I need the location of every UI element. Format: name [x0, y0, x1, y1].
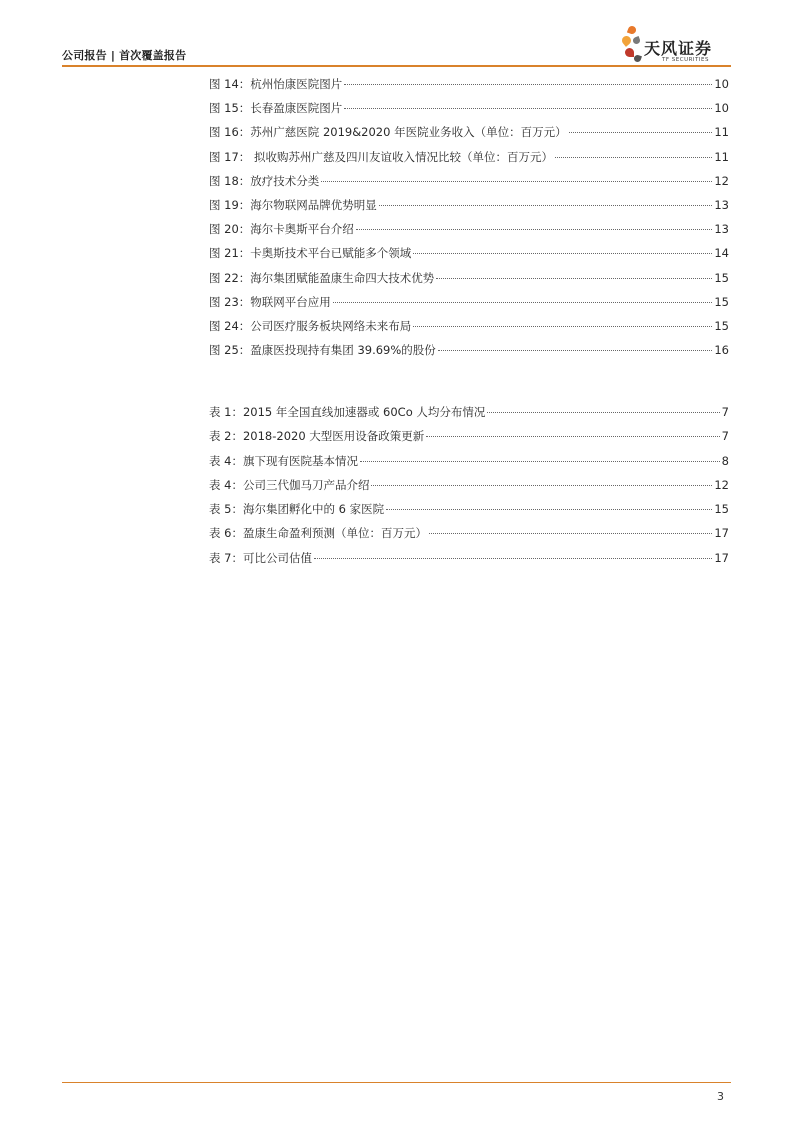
dot-leader — [429, 532, 712, 534]
dot-leader — [413, 252, 712, 254]
dot-leader — [314, 557, 712, 559]
entry-page-number: 11 — [714, 125, 729, 140]
figure-index-entry[interactable] — [209, 149, 729, 173]
figure-index-entry[interactable] — [209, 245, 729, 269]
entry-title: 图 21：卡奥斯技术平台已赋能多个领域 — [209, 246, 412, 261]
dot-leader — [333, 301, 713, 303]
entry-title: 图 18：放疗技术分类 — [209, 173, 320, 188]
entry-title: 图 23：物联网平台应用 — [209, 294, 331, 309]
entry-title: 表 4：公司三代伽马刀产品介绍 — [209, 477, 370, 492]
entry-page-number: 17 — [714, 550, 729, 565]
logo-english-text: TF SECURITIES — [662, 57, 709, 63]
page-number: 3 — [717, 1090, 724, 1103]
entry-page-number: 11 — [714, 149, 729, 164]
entry-page-number: 13 — [714, 197, 729, 212]
entry-title: 图 17： 拟收购苏州广慈及四川友谊收入情况比较（单位：百万元） — [209, 149, 553, 164]
figure-index-entry[interactable] — [209, 124, 729, 148]
figure-index-entry[interactable] — [209, 318, 729, 342]
entry-page-number: 10 — [714, 77, 729, 91]
dot-leader — [487, 411, 719, 413]
table-index-entry[interactable] — [209, 501, 729, 525]
dot-leader — [436, 277, 712, 279]
dot-leader — [356, 228, 713, 230]
dot-leader — [555, 156, 712, 158]
entry-title: 表 1：2015 年全国直线加速器或 60Co 人均分布情况 — [209, 405, 486, 419]
entry-title: 图 16：苏州广慈医院 2019&2020 年医院业务收入（单位：百万元） — [209, 125, 567, 140]
dot-leader — [413, 325, 712, 327]
dot-leader — [438, 349, 713, 351]
entry-page-number: 8 — [721, 453, 729, 468]
entry-page-number: 12 — [714, 173, 729, 188]
figure-index-entry[interactable] — [209, 173, 729, 197]
entry-page-number: 10 — [714, 101, 729, 116]
dot-leader — [344, 83, 712, 85]
entry-page-number: 15 — [714, 294, 729, 309]
dot-leader — [360, 460, 720, 462]
entry-title: 图 14：杭州怡康医院图片 — [209, 77, 343, 91]
entry-title: 图 24：公司医疗服务板块网络未来布局 — [209, 318, 412, 333]
dot-leader — [426, 435, 719, 437]
figure-index-entry[interactable] — [209, 100, 729, 124]
figure-index-entry[interactable] — [209, 294, 729, 318]
entry-title: 图 15：长春盈康医院图片 — [209, 101, 343, 116]
dot-leader — [344, 107, 712, 109]
logo-chinese-text: 天风证券 — [644, 39, 713, 58]
entry-page-number: 12 — [714, 477, 729, 492]
figure-index-entry[interactable] — [209, 221, 729, 245]
dot-leader — [321, 180, 712, 182]
table-index-entry[interactable] — [209, 525, 729, 549]
table-index-entry[interactable] — [209, 428, 729, 452]
entry-page-number: 14 — [714, 246, 729, 261]
entry-title: 表 6：盈康生命盈利预测（单位：百万元） — [209, 526, 427, 541]
entry-page-number: 15 — [714, 318, 729, 333]
entry-title: 表 4：旗下现有医院基本情况 — [209, 453, 358, 468]
entry-title: 图 25：盈康医投现持有集团 39.69%的股份 — [209, 343, 436, 358]
entry-page-number: 15 — [714, 502, 729, 517]
dot-leader — [569, 131, 713, 133]
company-logo — [620, 22, 735, 70]
dot-leader — [386, 508, 712, 510]
table-index-entry[interactable] — [209, 404, 729, 428]
header-divider — [62, 65, 731, 67]
table-index-entry[interactable] — [209, 477, 729, 501]
table-index — [209, 404, 729, 574]
entry-title: 图 19：海尔物联网品牌优势明显 — [209, 197, 377, 212]
figure-index-entry[interactable] — [209, 197, 729, 221]
entry-page-number: 7 — [721, 429, 729, 444]
table-index-entry[interactable] — [209, 550, 729, 574]
entry-page-number: 16 — [714, 343, 729, 358]
table-index-entry[interactable] — [209, 453, 729, 477]
dot-leader — [371, 484, 712, 486]
entry-title: 表 7：可比公司估值 — [209, 550, 312, 565]
footer-divider — [62, 1082, 731, 1083]
entry-title: 表 5：海尔集团孵化中的 6 家医院 — [209, 502, 385, 517]
entry-page-number: 15 — [714, 270, 729, 285]
report-type-header: 公司报告 | 首次覆盖报告 — [62, 49, 187, 62]
figure-index-entry[interactable] — [209, 76, 729, 100]
figure-index — [209, 76, 729, 366]
dot-leader — [379, 204, 713, 206]
figure-index-entry[interactable] — [209, 270, 729, 294]
entry-page-number: 13 — [714, 222, 729, 237]
entry-page-number: 7 — [721, 405, 729, 419]
entry-title: 表 2：2018-2020 大型医用设备政策更新 — [209, 429, 425, 444]
entry-title: 图 20：海尔卡奥斯平台介绍 — [209, 222, 354, 237]
entry-title: 图 22：海尔集团赋能盈康生命四大技术优势 — [209, 270, 435, 285]
figure-index-entry[interactable] — [209, 342, 729, 366]
entry-page-number: 17 — [714, 526, 729, 541]
